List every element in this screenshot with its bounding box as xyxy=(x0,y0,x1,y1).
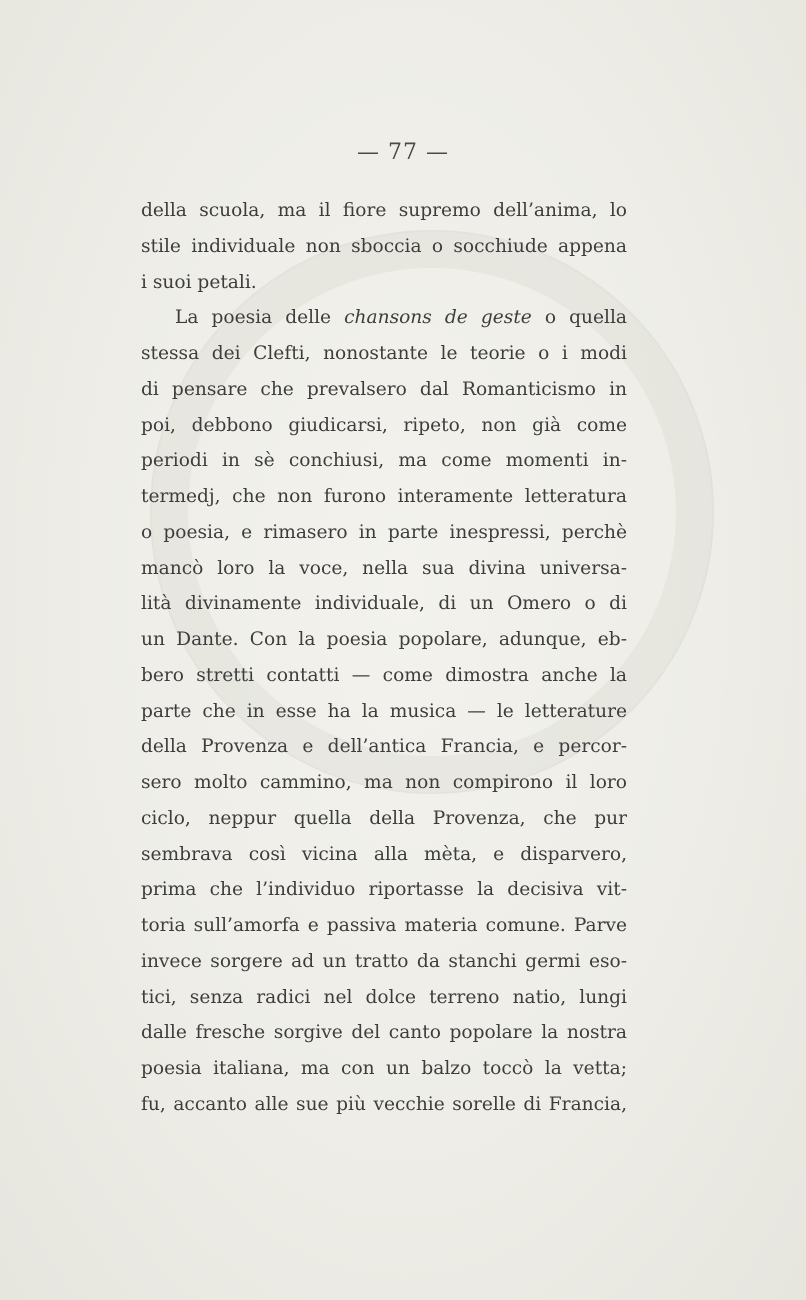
text-line: termedj, che non furono interamente letteratura xyxy=(141,486,627,507)
text-line: un Dante. Con la poesia popolare, adunque, eb- xyxy=(141,629,627,650)
text-line: bero stretti contatti — come dimostra anche la xyxy=(141,664,627,686)
text-line: di pensare che prevalsero dal Romanticismo in xyxy=(141,378,627,400)
text-line: parte che in esse ha la musica — le letterature xyxy=(141,700,627,722)
text-line: fu, accanto alle sue più vecchie sorelle di Francia, xyxy=(141,1093,627,1115)
text-line: tici, senza radici nel dolce terreno natio, lungi xyxy=(141,986,627,1008)
body-text xyxy=(141,193,627,1123)
text-line: sembrava così vicina alla mèta, e disparvero, xyxy=(141,843,627,865)
text-line: dalle fresche sorgive del canto popolare la nostra xyxy=(141,1022,627,1044)
text-line: poesia italiana, ma con un balzo toccò la vetta; xyxy=(141,1058,627,1079)
text-line: della scuola, ma il fiore supremo dell’anima, lo xyxy=(141,200,627,221)
text-line: ciclo, neppur quella della Provenza, che pur xyxy=(141,807,627,829)
text-line: periodi in sè conchiusi, ma come momenti in- xyxy=(141,450,627,472)
text-line: invece sorgere ad un tratto da stanchi germi eso- xyxy=(141,950,627,972)
page-number: — 77 — xyxy=(357,140,449,165)
italic-title: chansons de geste xyxy=(344,307,532,329)
text-line: poi, debbono giudicarsi, ripeto, non già come xyxy=(141,414,627,436)
text-line: prima che l’individuo riportasse la decisiva vit- xyxy=(141,879,627,901)
text-line: stessa dei Clefti, nonostante le teorie o i modi xyxy=(141,343,627,364)
text-run: La poesia delle xyxy=(175,307,345,329)
text-line: della Provenza e dell’antica Francia, e percor- xyxy=(141,736,627,758)
text-line: lità divinamente individuale, di un Omero o di xyxy=(141,593,627,615)
paragraph-opening-line xyxy=(141,300,627,336)
text-line: o poesia, e rimasero in parte inespressi, perchè xyxy=(141,521,627,543)
text-line: stile individuale non sboccia o socchiude appena xyxy=(141,235,627,257)
text-line: sero molto cammino, ma non compirono il loro xyxy=(141,772,627,793)
text-line: toria sull’amorfa e passiva materia comune. Parve xyxy=(141,915,627,936)
text-line: mancò loro la voce, nella sua divina universa- xyxy=(141,557,627,579)
text-run: o quella xyxy=(531,307,627,329)
text-line: i suoi petali. xyxy=(141,271,257,293)
